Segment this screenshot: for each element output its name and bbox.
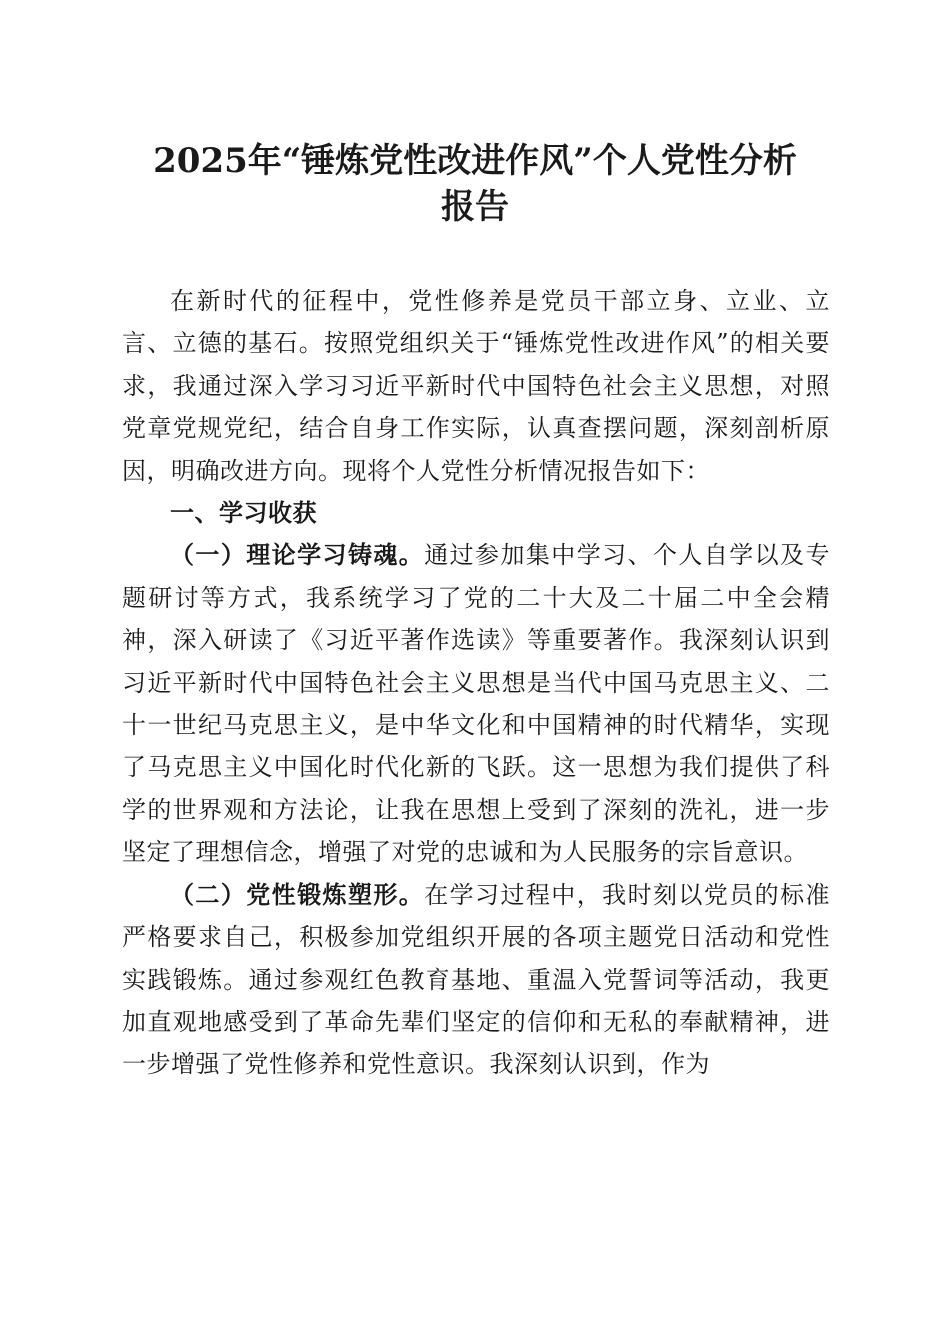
- paragraph-2-lead: （二）党性锻炼塑形。: [170, 880, 425, 909]
- title-line-2: 报告: [441, 187, 509, 227]
- paragraph-2-text: 在学习过程中，我时刻以党员的标准严格要求自己，积极参加党组织开展的各项主题党日活动和党性实践锻炼。通过参观红色教育基地、重温入党誓词等活动，我更加直观地感受到了革命先辈们坚定的信仰和无私的奉献精神，进一步增强了党性修养和党性意识。我深刻认识到，作为: [122, 880, 831, 1079]
- document-title: [100, 138, 850, 230]
- paragraph-1: [122, 534, 830, 873]
- paragraph-2: [122, 874, 830, 1086]
- paragraph-1-text: 通过参加集中学习、个人自学以及专题研讨等方式，我系统学习了党的二十大及二十届二中全会精神，深入研读了《习近平著作选读》等重要著作。我深刻认识到习近平新时代中国特色社会主义思想是当代中国马克思主义、二十一世纪马克思主义，是中华文化和中国精神的时代精华，实现了马克思主义中国化时代化新的飞跃。这一思想为我们提供了科学的世界观和方法论，让我在思想上受到了深刻的洗礼，进一步坚定了理想信念，增强了对党的忠诚和为人民服务的宗旨意识。: [122, 541, 831, 867]
- section-heading-1: 一、学习收获: [170, 499, 317, 528]
- title-line-1: 2025年“锤炼党性改进作风”个人党性分析: [153, 141, 797, 181]
- paragraph-1-lead: （一）理论学习铸魂。: [170, 541, 425, 570]
- intro-paragraph: 在新时代的征程中，党性修养是党员干部立身、立业、立言、立德的基石。按照党组织关于“锤炼党性改进作风”的相关要求，我通过深入学习习近平新时代中国特色社会主义思想，对照党章党规党纪，结合自身工作实际，认真查摆问题，深刻剖析原因，明确改进方向。现将个人党性分析情况报告如下：: [122, 287, 830, 485]
- document-body: [122, 280, 830, 1086]
